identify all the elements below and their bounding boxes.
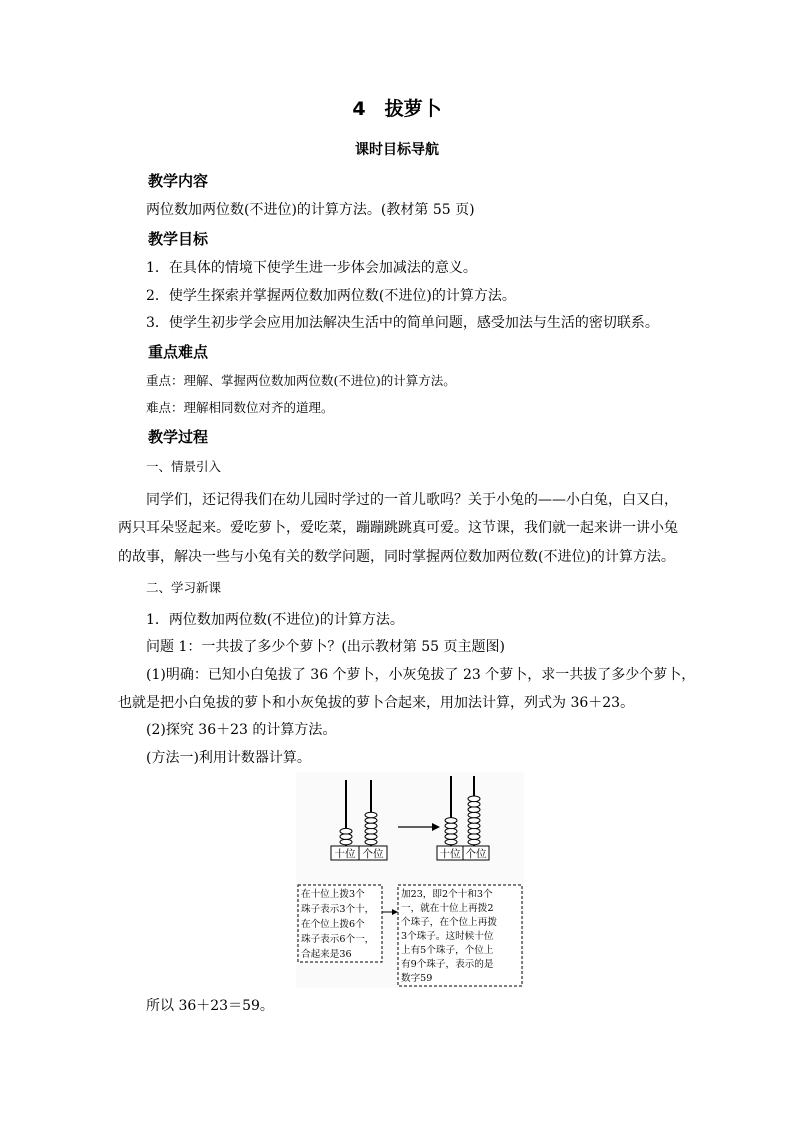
- abacus-bead: [468, 839, 480, 845]
- explanation-line: 在十位上拨3个: [301, 889, 365, 900]
- abacus-bead: [468, 801, 480, 807]
- abacus-bead: [445, 828, 457, 834]
- abacus-bead: [468, 823, 480, 829]
- abacus-bead: [365, 812, 377, 818]
- paragraph-line: 两只耳朵竖起来。爱吃萝卜，爱吃菜，蹦蹦跳跳真可爱。这节课，我们就一起来讲一讲小兔: [118, 520, 678, 536]
- tens-label: 十位: [439, 848, 461, 860]
- process-heading: 教学过程: [148, 428, 209, 446]
- abacus-bead: [340, 828, 352, 834]
- abacus-bead: [445, 834, 457, 840]
- goal-item: 1．在具体的情境下使学生进一步体会加减法的意义。: [146, 260, 477, 276]
- abacus-bead: [365, 839, 377, 845]
- key-point: 重点：理解、掌握两位数加两位数(不进位)的计算方法。: [146, 373, 456, 388]
- lesson-title: 4 拔萝卜: [352, 98, 442, 120]
- abacus-bead: [365, 818, 377, 824]
- abacus-bead: [445, 839, 457, 845]
- abacus-bead: [468, 818, 480, 824]
- explanation-line: 珠子表示3个十，: [301, 904, 375, 915]
- explanation-line: 在个位上拨6个: [301, 919, 365, 930]
- explanation-line: 上有5个珠子，个位上: [401, 945, 494, 956]
- abacus-bead: [468, 807, 480, 813]
- abacus-bead: [445, 823, 457, 829]
- conclusion: 所以 36＋23＝59。: [146, 998, 274, 1014]
- abacus-figure: [296, 772, 524, 988]
- section-title: 一、情景引入: [146, 459, 222, 474]
- explanation-line: 有9个珠子，表示的是: [401, 959, 494, 970]
- abacus-bead: [340, 834, 352, 840]
- explanation-line: 3个珠子。这时候十位: [401, 931, 494, 942]
- goal-item: 3．使学生初步学会应用加法解决生活中的简单问题，感受加法与生活的密切联系。: [146, 315, 659, 331]
- paragraph-line: (2)探究 36＋23 的计算方法。: [146, 722, 337, 738]
- right-tens-beads: [445, 818, 457, 845]
- paragraph-line: 也就是把小白兔拔的萝卜和小灰兔拔的萝卜合起来，用加法计算，列式为 36＋23。: [118, 695, 635, 711]
- abacus-bead: [468, 812, 480, 818]
- paragraph-line: 同学们，还记得我们在幼儿园时学过的一首儿歌吗？关于小兔的——小白兔，白又白，: [146, 492, 678, 508]
- abacus-bead: [468, 828, 480, 834]
- left-ones-beads: [365, 812, 377, 845]
- key-heading: 重点难点: [148, 343, 209, 361]
- abacus-bead: [468, 796, 480, 802]
- goal-item: 2．使学生探索并掌握两位数加两位数(不进位)的计算方法。: [146, 288, 516, 304]
- abacus-bead: [365, 823, 377, 829]
- paragraph-line: 的故事，解决一些与小兔有关的数学问题，同时掌握两位数加两位数(不进位)的计算方法。: [118, 549, 675, 565]
- explanation-text-right: [401, 888, 497, 984]
- paragraph-line: 1．两位数加两位数(不进位)的计算方法。: [146, 612, 404, 628]
- paragraph-line: (方法一)利用计数器计算。: [146, 750, 311, 766]
- explanation-line: 个珠子，在个位上再拨: [401, 917, 497, 928]
- explanation-line: 数字59: [401, 973, 433, 984]
- page-subtitle: 课时目标导航: [355, 142, 439, 158]
- explanation-line: 珠子表示6个一，: [301, 934, 375, 945]
- abacus-bead: [365, 834, 377, 840]
- explanation-line: 一，就在十位上再拨2: [401, 903, 494, 914]
- paragraph-line: (1)明确：已知小白兔拔了 36 个萝卜，小灰兔拔了 23 个萝卜，求一共拔了多少个萝卜，: [146, 667, 696, 683]
- section-title: 二、学习新课: [146, 580, 222, 595]
- abacus-bead: [365, 828, 377, 834]
- content-heading: 教学内容: [148, 172, 209, 190]
- explanation-line: 合起来是36: [301, 949, 352, 960]
- explanation-line: 加23，即2个十和3个: [401, 889, 493, 900]
- abacus-bead: [445, 818, 457, 824]
- goals-heading: 教学目标: [148, 230, 209, 248]
- ones-label: 个位: [465, 848, 487, 860]
- left-tens-beads: [340, 828, 352, 844]
- abacus-bead: [340, 839, 352, 845]
- paragraph-line: 问题 1：一共拔了多少个萝卜？(出示教材第 55 页主题图): [146, 639, 505, 655]
- ones-label: 个位: [362, 848, 384, 860]
- abacus-bead: [468, 834, 480, 840]
- content-text: 两位数加两位数(不进位)的计算方法。(教材第 55 页): [146, 202, 475, 218]
- right-ones-beads: [468, 796, 480, 845]
- tens-label: 十位: [334, 848, 356, 860]
- key-point: 难点：理解相同数位对齐的道理。: [146, 400, 334, 415]
